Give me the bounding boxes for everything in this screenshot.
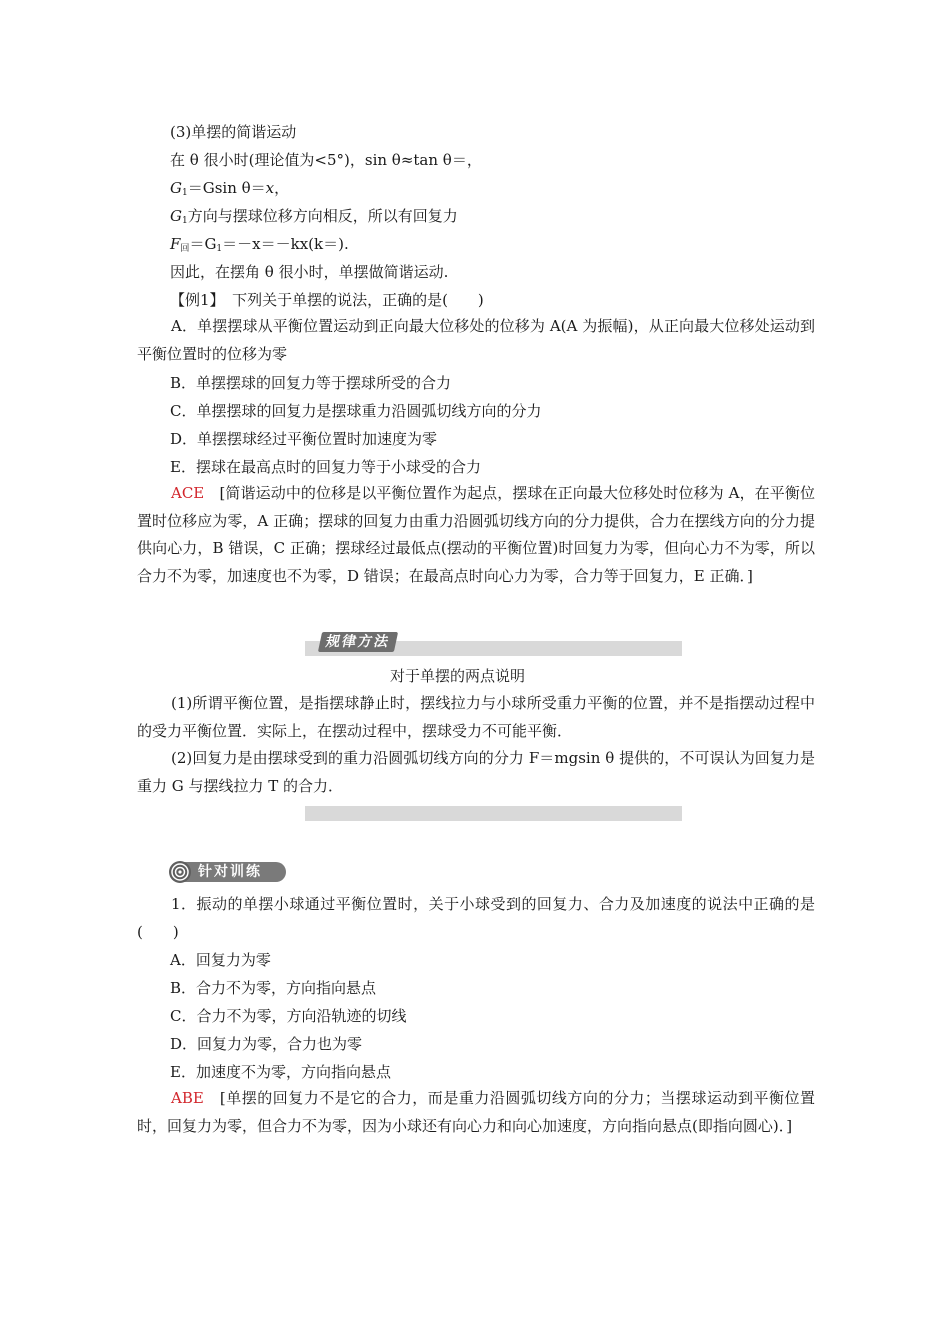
example-explanation: [简谐运动中的位移是以平衡位置作为起点，摆球在正向最大位移处时位移为 A，在平衡位置时位移应为零，A 正确；摆球的回复力由重力沿圆弧切线方向的分力提供，合力在摆线方向的分力提供向心力，B 错误，C 正确；摆球经过最低点(摆动的平衡位置)时回复力为零，但向心力不为零，所以合力不为零，加速度也不为零，D 错误；在最高点时向心力为零，合力等于回复力，E 正确．] (137, 484, 815, 585)
training-answer-block (137, 1085, 815, 1140)
equation-restoring-force: $F_回=G_1=-x=-kx(k=)$. (170, 235, 349, 254)
training-option-a: A．回复力为零 (170, 951, 271, 969)
section-title: (3)单摆的简谐运动 (170, 123, 297, 141)
training-tag (168, 860, 288, 884)
example-option-e: E．摆球在最高点时的回复力等于小球受的合力 (170, 458, 481, 476)
example-stem: 【例1】 下列关于单摆的说法，正确的是( ) (170, 291, 484, 309)
training-option-d: D．回复力为零，合力也为零 (170, 1035, 363, 1053)
target-icon (168, 860, 192, 884)
example-option-a: A．单摆摆球从平衡位置运动到正向最大位移处的位移为 A(A 为振幅)，从正向最大位移处运动到平衡位置时的位移为零 (137, 317, 815, 363)
method-tag: 规律方法 (318, 632, 398, 652)
equation-small-angle: 在 θ 很小时(理论值为<5°)，sin θ≈tan θ＝， (170, 151, 482, 169)
method-point-2: (2)回复力是由摆球受到的重力沿圆弧切线方向的分力 F＝mgsin θ 提供的，不可误认为回复力是重力 G 与摆线拉力 T 的合力． (137, 749, 815, 795)
example-option-c: C．单摆摆球的回复力是摆球重力沿圆弧切线方向的分力 (170, 402, 542, 420)
training-answer: ABE (171, 1089, 204, 1107)
example-option-b: B．单摆摆球的回复力等于摆球所受的合力 (170, 374, 452, 392)
section-conclusion: 因此，在摆角 θ 很小时，单摆做简谐运动. (170, 263, 449, 281)
example-answer: ACE (171, 484, 205, 502)
training-tag-label: 针对训练 (198, 864, 262, 880)
equation-direction: $G_1$方向与摆球位移方向相反，所以有回复力 (170, 207, 458, 226)
example-answer-block (137, 480, 815, 590)
method-title: 对于单摆的两点说明 (390, 667, 526, 685)
method-banner-bottom (305, 806, 682, 821)
equation-g1: $G_1=Gsin$ θ＝x， (170, 179, 290, 198)
training-option-e: E．加速度不为零，方向指向悬点 (170, 1063, 391, 1081)
training-stem: 1．振动的单摆小球通过平衡位置时，关于小球受到的回复力、合力及加速度的说法中正确的是( ) (137, 895, 815, 941)
training-explanation: [单摆的回复力不是它的合力，而是重力沿圆弧切线方向的分力；当摆球运动到平衡位置时，回复力为零，但合力不为零，因为小球还有向心力和向心加速度，方向指向悬点(即指向圆心)．] (137, 1089, 815, 1135)
training-option-c: C．合力不为零，方向沿轨迹的切线 (170, 1007, 407, 1025)
training-option-b: B．合力不为零，方向指向悬点 (170, 979, 377, 997)
method-point-1: (1)所谓平衡位置，是指摆球静止时，摆线拉力与小球所受重力平衡的位置，并不是指摆动过程中的受力平衡位置．实际上，在摆动过程中，摆球受力不可能平衡． (137, 694, 815, 740)
example-option-d: D．单摆摆球经过平衡位置时加速度为零 (170, 430, 438, 448)
